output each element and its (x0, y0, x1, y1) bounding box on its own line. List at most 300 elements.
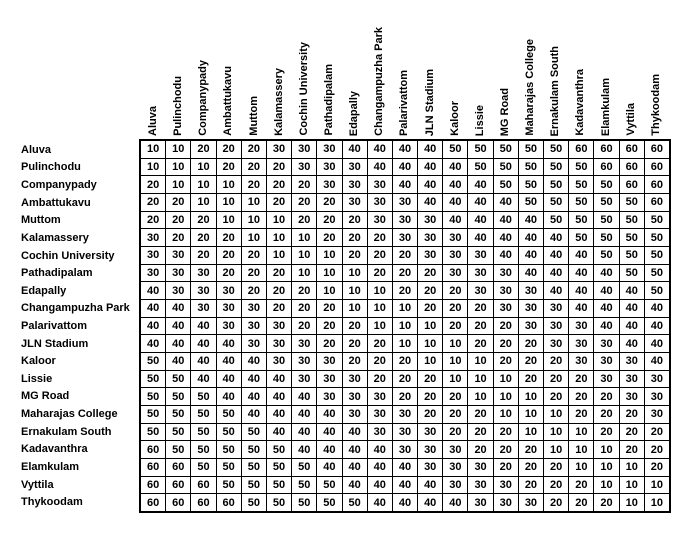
fare-cell: 30 (292, 353, 316, 370)
column-header-label: Kaloor (448, 101, 461, 136)
fare-cell: 40 (494, 229, 518, 246)
fare-cell: 40 (519, 247, 543, 264)
row-header-label: Aluva (21, 143, 51, 156)
fare-cell: 50 (191, 424, 215, 441)
fare-cell: 40 (267, 406, 291, 423)
fare-cell: 30 (267, 318, 291, 335)
fare-cell: 20 (620, 441, 644, 458)
row-header-label: Ernakulam South (21, 425, 112, 438)
fare-cell: 40 (645, 353, 669, 370)
fare-cell: 10 (519, 424, 543, 441)
fare-cell: 20 (217, 159, 241, 176)
fare-cell: 30 (620, 353, 644, 370)
fare-cell: 20 (468, 441, 492, 458)
fare-cell: 40 (620, 318, 644, 335)
fare-cell: 30 (620, 371, 644, 388)
fare-cell: 30 (594, 371, 618, 388)
fare-cell: 50 (242, 477, 266, 494)
fare-cell: 50 (594, 176, 618, 193)
fare-cell: 20 (443, 318, 467, 335)
fare-cell: 40 (368, 494, 392, 511)
column-header (594, 0, 619, 139)
fare-cell: 50 (141, 424, 165, 441)
fare-cell: 10 (544, 424, 568, 441)
fare-cell: 60 (569, 141, 593, 158)
fare-cell: 30 (217, 282, 241, 299)
column-header-label: Companypady (197, 60, 210, 136)
fare-cell: 30 (418, 229, 442, 246)
fare-cell: 20 (368, 371, 392, 388)
fare-cell: 30 (292, 371, 316, 388)
fare-cell: 10 (645, 494, 669, 511)
fare-cell: 20 (343, 318, 367, 335)
fare-cell: 10 (418, 318, 442, 335)
fare-grid (139, 139, 671, 513)
fare-cell: 10 (494, 371, 518, 388)
fare-cell: 60 (191, 494, 215, 511)
fare-cell: 40 (166, 353, 190, 370)
fare-cell: 20 (343, 353, 367, 370)
fare-cell: 20 (343, 212, 367, 229)
fare-cell: 30 (166, 247, 190, 264)
fare-cell: 60 (620, 141, 644, 158)
fare-cell: 10 (620, 494, 644, 511)
fare-cell: 30 (443, 265, 467, 282)
fare-cell: 20 (418, 282, 442, 299)
fare-cell: 20 (443, 388, 467, 405)
fare-cell: 60 (166, 477, 190, 494)
fare-cell: 20 (267, 265, 291, 282)
fare-cell: 40 (418, 141, 442, 158)
fare-cell: 20 (141, 176, 165, 193)
fare-cell: 20 (393, 265, 417, 282)
fare-cell: 50 (166, 441, 190, 458)
fare-cell: 30 (645, 406, 669, 423)
fare-cell: 20 (519, 353, 543, 370)
fare-cell: 30 (267, 353, 291, 370)
fare-cell: 40 (594, 282, 618, 299)
fare-cell: 50 (519, 176, 543, 193)
fare-cell: 40 (343, 459, 367, 476)
fare-cell: 20 (317, 300, 341, 317)
fare-cell: 20 (418, 371, 442, 388)
fare-cell: 30 (368, 388, 392, 405)
column-header-label: Ambattukavu (222, 66, 235, 136)
fare-cell: 40 (443, 159, 467, 176)
fare-cell: 50 (620, 229, 644, 246)
fare-cell: 20 (317, 194, 341, 211)
fare-cell: 20 (620, 406, 644, 423)
fare-cell: 30 (317, 176, 341, 193)
fare-cell: 40 (343, 477, 367, 494)
fare-cell: 20 (393, 371, 417, 388)
fare-cell: 20 (292, 318, 316, 335)
fare-cell: 60 (191, 477, 215, 494)
fare-cell: 50 (267, 459, 291, 476)
fare-cell: 10 (544, 441, 568, 458)
fare-cell: 20 (569, 406, 593, 423)
fare-cell: 50 (217, 406, 241, 423)
column-header-label: Pathadipalam (323, 64, 336, 136)
column-header (392, 0, 417, 139)
fare-cell: 20 (468, 300, 492, 317)
fare-cell: 40 (242, 371, 266, 388)
column-header (216, 0, 241, 139)
fare-cell: 20 (418, 406, 442, 423)
column-header-label: Muttom (247, 96, 260, 136)
column-header-label: Palarivattom (398, 69, 411, 136)
fare-cell: 40 (519, 229, 543, 246)
fare-cell: 10 (468, 371, 492, 388)
column-header-label: MG Road (499, 87, 512, 136)
fare-cell: 10 (317, 282, 341, 299)
fare-cell: 20 (242, 141, 266, 158)
fare-cell: 10 (393, 300, 417, 317)
column-header (443, 0, 468, 139)
fare-cell: 40 (418, 194, 442, 211)
fare-cell: 30 (443, 477, 467, 494)
fare-cell: 30 (242, 318, 266, 335)
fare-cell: 10 (569, 459, 593, 476)
fare-cell: 40 (292, 406, 316, 423)
column-header (543, 0, 568, 139)
fare-cell: 50 (267, 477, 291, 494)
fare-cell: 50 (242, 494, 266, 511)
fare-cell: 10 (393, 318, 417, 335)
column-header (166, 0, 191, 139)
fare-cell: 10 (418, 335, 442, 352)
fare-cell: 30 (393, 229, 417, 246)
fare-cell: 30 (317, 159, 341, 176)
fare-cell: 10 (217, 212, 241, 229)
fare-cell: 30 (368, 194, 392, 211)
fare-cell: 20 (443, 424, 467, 441)
fare-cell: 50 (620, 194, 644, 211)
fare-cell: 20 (267, 282, 291, 299)
fare-cell: 50 (569, 159, 593, 176)
fare-cell: 20 (317, 212, 341, 229)
fare-cell: 50 (141, 388, 165, 405)
fare-cell: 20 (267, 176, 291, 193)
fare-cell: 40 (594, 265, 618, 282)
fare-cell: 40 (544, 282, 568, 299)
fare-cell: 40 (569, 247, 593, 264)
fare-cell: 30 (368, 176, 392, 193)
fare-cell: 20 (443, 282, 467, 299)
fare-cell: 20 (317, 229, 341, 246)
fare-cell: 40 (418, 159, 442, 176)
fare-cell: 10 (166, 176, 190, 193)
fare-cell: 20 (468, 424, 492, 441)
fare-cell: 10 (166, 159, 190, 176)
fare-cell: 10 (620, 459, 644, 476)
fare-cell: 20 (468, 318, 492, 335)
fare-cell: 10 (217, 194, 241, 211)
fare-cell: 40 (418, 477, 442, 494)
fare-cell: 20 (393, 353, 417, 370)
fare-cell: 50 (343, 494, 367, 511)
fare-cell: 40 (368, 141, 392, 158)
fare-cell: 20 (494, 335, 518, 352)
fare-cell: 50 (519, 194, 543, 211)
fare-cell: 10 (594, 459, 618, 476)
fare-cell: 20 (368, 247, 392, 264)
fare-cell: 30 (544, 318, 568, 335)
fare-cell: 40 (418, 494, 442, 511)
fare-cell: 20 (468, 406, 492, 423)
fare-cell: 40 (368, 159, 392, 176)
fare-cell: 30 (443, 229, 467, 246)
fare-cell: 30 (317, 388, 341, 405)
fare-cell: 20 (544, 371, 568, 388)
fare-cell: 50 (645, 282, 669, 299)
column-header-label: JLN Stadium (423, 68, 436, 136)
fare-cell: 40 (217, 335, 241, 352)
fare-cell: 50 (468, 159, 492, 176)
fare-cell: 40 (544, 265, 568, 282)
column-header (468, 0, 493, 139)
fare-cell: 10 (468, 353, 492, 370)
fare-cell: 50 (443, 141, 467, 158)
fare-cell: 20 (242, 265, 266, 282)
fare-cell: 40 (594, 300, 618, 317)
fare-cell: 50 (544, 194, 568, 211)
fare-cell: 40 (569, 282, 593, 299)
fare-cell: 40 (292, 388, 316, 405)
column-header-label: Maharajas College (524, 39, 537, 136)
fare-cell: 40 (368, 441, 392, 458)
fare-cell: 40 (393, 176, 417, 193)
fare-cell: 40 (141, 300, 165, 317)
fare-cell: 60 (645, 176, 669, 193)
fare-cell: 50 (217, 441, 241, 458)
fare-cell: 10 (166, 141, 190, 158)
fare-cell: 20 (166, 229, 190, 246)
fare-cell: 40 (443, 212, 467, 229)
column-header (242, 0, 267, 139)
fare-cell: 20 (594, 424, 618, 441)
fare-cell: 30 (267, 335, 291, 352)
fare-cell: 40 (620, 335, 644, 352)
fare-cell: 50 (594, 247, 618, 264)
row-header-label: JLN Stadium (21, 337, 89, 350)
fare-cell: 30 (443, 459, 467, 476)
fare-cell: 40 (267, 388, 291, 405)
fare-cell: 30 (418, 424, 442, 441)
fare-cell: 30 (468, 477, 492, 494)
fare-cell: 30 (166, 265, 190, 282)
fare-cell: 20 (519, 477, 543, 494)
row-header-label: Companypady (21, 179, 97, 192)
row-header-label: Kaloor (21, 355, 56, 368)
fare-cell: 10 (519, 406, 543, 423)
fare-cell: 30 (519, 318, 543, 335)
column-header-label: Ernakulam South (549, 45, 562, 136)
fare-cell: 30 (393, 441, 417, 458)
fare-cell: 40 (292, 424, 316, 441)
fare-cell: 40 (544, 247, 568, 264)
fare-cell: 50 (645, 212, 669, 229)
fare-cell: 20 (544, 494, 568, 511)
fare-cell: 40 (242, 353, 266, 370)
fare-cell: 20 (443, 406, 467, 423)
fare-cell: 20 (494, 441, 518, 458)
fare-cell: 20 (292, 194, 316, 211)
fare-cell: 60 (620, 159, 644, 176)
fare-cell: 50 (141, 353, 165, 370)
fare-cell: 10 (494, 388, 518, 405)
fare-cell: 50 (544, 212, 568, 229)
fare-cell: 20 (418, 265, 442, 282)
fare-cell: 50 (544, 159, 568, 176)
fare-cell: 30 (343, 194, 367, 211)
fare-cell: 30 (317, 371, 341, 388)
fare-cell: 40 (645, 300, 669, 317)
fare-cell: 20 (292, 300, 316, 317)
column-header (267, 0, 292, 139)
column-header-label: Edapally (348, 90, 361, 136)
fare-cell: 20 (141, 194, 165, 211)
column-header-label: Changampuzha Park (373, 27, 386, 136)
fare-cell: 20 (242, 282, 266, 299)
fare-cell: 50 (494, 141, 518, 158)
fare-cell: 20 (494, 318, 518, 335)
fare-cell: 20 (494, 424, 518, 441)
fare-cell: 30 (217, 300, 241, 317)
column-header-label: Vyttila (624, 103, 637, 136)
fare-cell: 10 (292, 229, 316, 246)
fare-cell: 40 (494, 212, 518, 229)
fare-cell: 50 (569, 212, 593, 229)
fare-cell: 30 (468, 265, 492, 282)
fare-cell: 40 (519, 265, 543, 282)
fare-cell: 40 (166, 300, 190, 317)
column-header-label: Aluva (147, 106, 160, 136)
row-header-label: Edapally (21, 284, 67, 297)
fare-cell: 10 (267, 229, 291, 246)
fare-cell: 20 (544, 388, 568, 405)
fare-cell: 20 (569, 388, 593, 405)
fare-cell: 20 (191, 247, 215, 264)
fare-cell: 40 (217, 353, 241, 370)
row-header-label: Muttom (21, 214, 61, 227)
fare-cell: 40 (443, 176, 467, 193)
row-header-label: Kadavanthra (21, 443, 88, 456)
fare-cell: 50 (645, 229, 669, 246)
row-header-column (0, 139, 139, 513)
column-header-label: Kalamassery (272, 68, 285, 136)
fare-cell: 20 (393, 388, 417, 405)
column-header-row (139, 0, 671, 139)
fare-cell: 40 (191, 353, 215, 370)
fare-cell: 40 (645, 318, 669, 335)
column-header (493, 0, 518, 139)
fare-cell: 30 (343, 388, 367, 405)
fare-cell: 30 (519, 494, 543, 511)
fare-cell: 10 (569, 441, 593, 458)
fare-cell: 30 (267, 141, 291, 158)
fare-cell: 40 (343, 424, 367, 441)
fare-cell: 30 (443, 247, 467, 264)
fare-cell: 20 (368, 335, 392, 352)
fare-cell: 30 (443, 441, 467, 458)
fare-cell: 10 (368, 282, 392, 299)
fare-cell: 10 (317, 247, 341, 264)
fare-cell: 10 (620, 477, 644, 494)
fare-cell: 20 (166, 212, 190, 229)
fare-cell: 30 (393, 212, 417, 229)
fare-cell: 10 (267, 247, 291, 264)
fare-cell: 30 (569, 353, 593, 370)
fare-cell: 20 (217, 141, 241, 158)
fare-cell: 50 (292, 494, 316, 511)
fare-cell: 60 (620, 176, 644, 193)
fare-cell: 30 (519, 300, 543, 317)
fare-cell: 20 (368, 353, 392, 370)
fare-cell: 30 (317, 353, 341, 370)
fare-cell: 20 (242, 159, 266, 176)
fare-cell: 20 (191, 141, 215, 158)
fare-cell: 50 (217, 424, 241, 441)
row-header-label: Thykoodam (21, 496, 83, 509)
fare-cell: 10 (343, 265, 367, 282)
fare-cell: 50 (191, 388, 215, 405)
fare-cell: 30 (393, 406, 417, 423)
fare-cell: 30 (343, 159, 367, 176)
fare-cell: 40 (393, 494, 417, 511)
fare-cell: 40 (393, 477, 417, 494)
fare-cell: 20 (292, 282, 316, 299)
fare-cell: 40 (191, 318, 215, 335)
fare-cell: 50 (645, 265, 669, 282)
row-header-label: Changampuzha Park (21, 302, 130, 315)
row-header-label: Elamkulam (21, 460, 80, 473)
fare-cell: 20 (242, 247, 266, 264)
fare-cell: 50 (292, 459, 316, 476)
fare-cell: 20 (343, 247, 367, 264)
fare-cell: 30 (418, 459, 442, 476)
fare-cell: 40 (141, 318, 165, 335)
fare-cell: 50 (519, 141, 543, 158)
fare-cell: 10 (569, 424, 593, 441)
fare-cell: 50 (217, 459, 241, 476)
fare-cell: 40 (217, 371, 241, 388)
fare-cell: 20 (317, 335, 341, 352)
fare-cell: 60 (645, 159, 669, 176)
fare-cell: 50 (594, 212, 618, 229)
fare-cell: 40 (141, 282, 165, 299)
fare-cell: 40 (242, 388, 266, 405)
fare-cell: 40 (443, 194, 467, 211)
column-header (317, 0, 342, 139)
fare-cell: 20 (141, 212, 165, 229)
fare-cell: 50 (569, 229, 593, 246)
fare-cell: 50 (242, 459, 266, 476)
fare-cell: 50 (166, 388, 190, 405)
fare-cell: 50 (620, 247, 644, 264)
fare-cell: 30 (544, 335, 568, 352)
fare-cell: 10 (141, 141, 165, 158)
column-header (141, 0, 166, 139)
fare-cell: 30 (494, 300, 518, 317)
fare-cell: 50 (645, 247, 669, 264)
fare-cell: 40 (393, 159, 417, 176)
fare-cell: 30 (343, 371, 367, 388)
fare-cell: 50 (191, 459, 215, 476)
fare-cell: 20 (519, 441, 543, 458)
fare-cell: 40 (494, 194, 518, 211)
fare-cell: 40 (468, 212, 492, 229)
